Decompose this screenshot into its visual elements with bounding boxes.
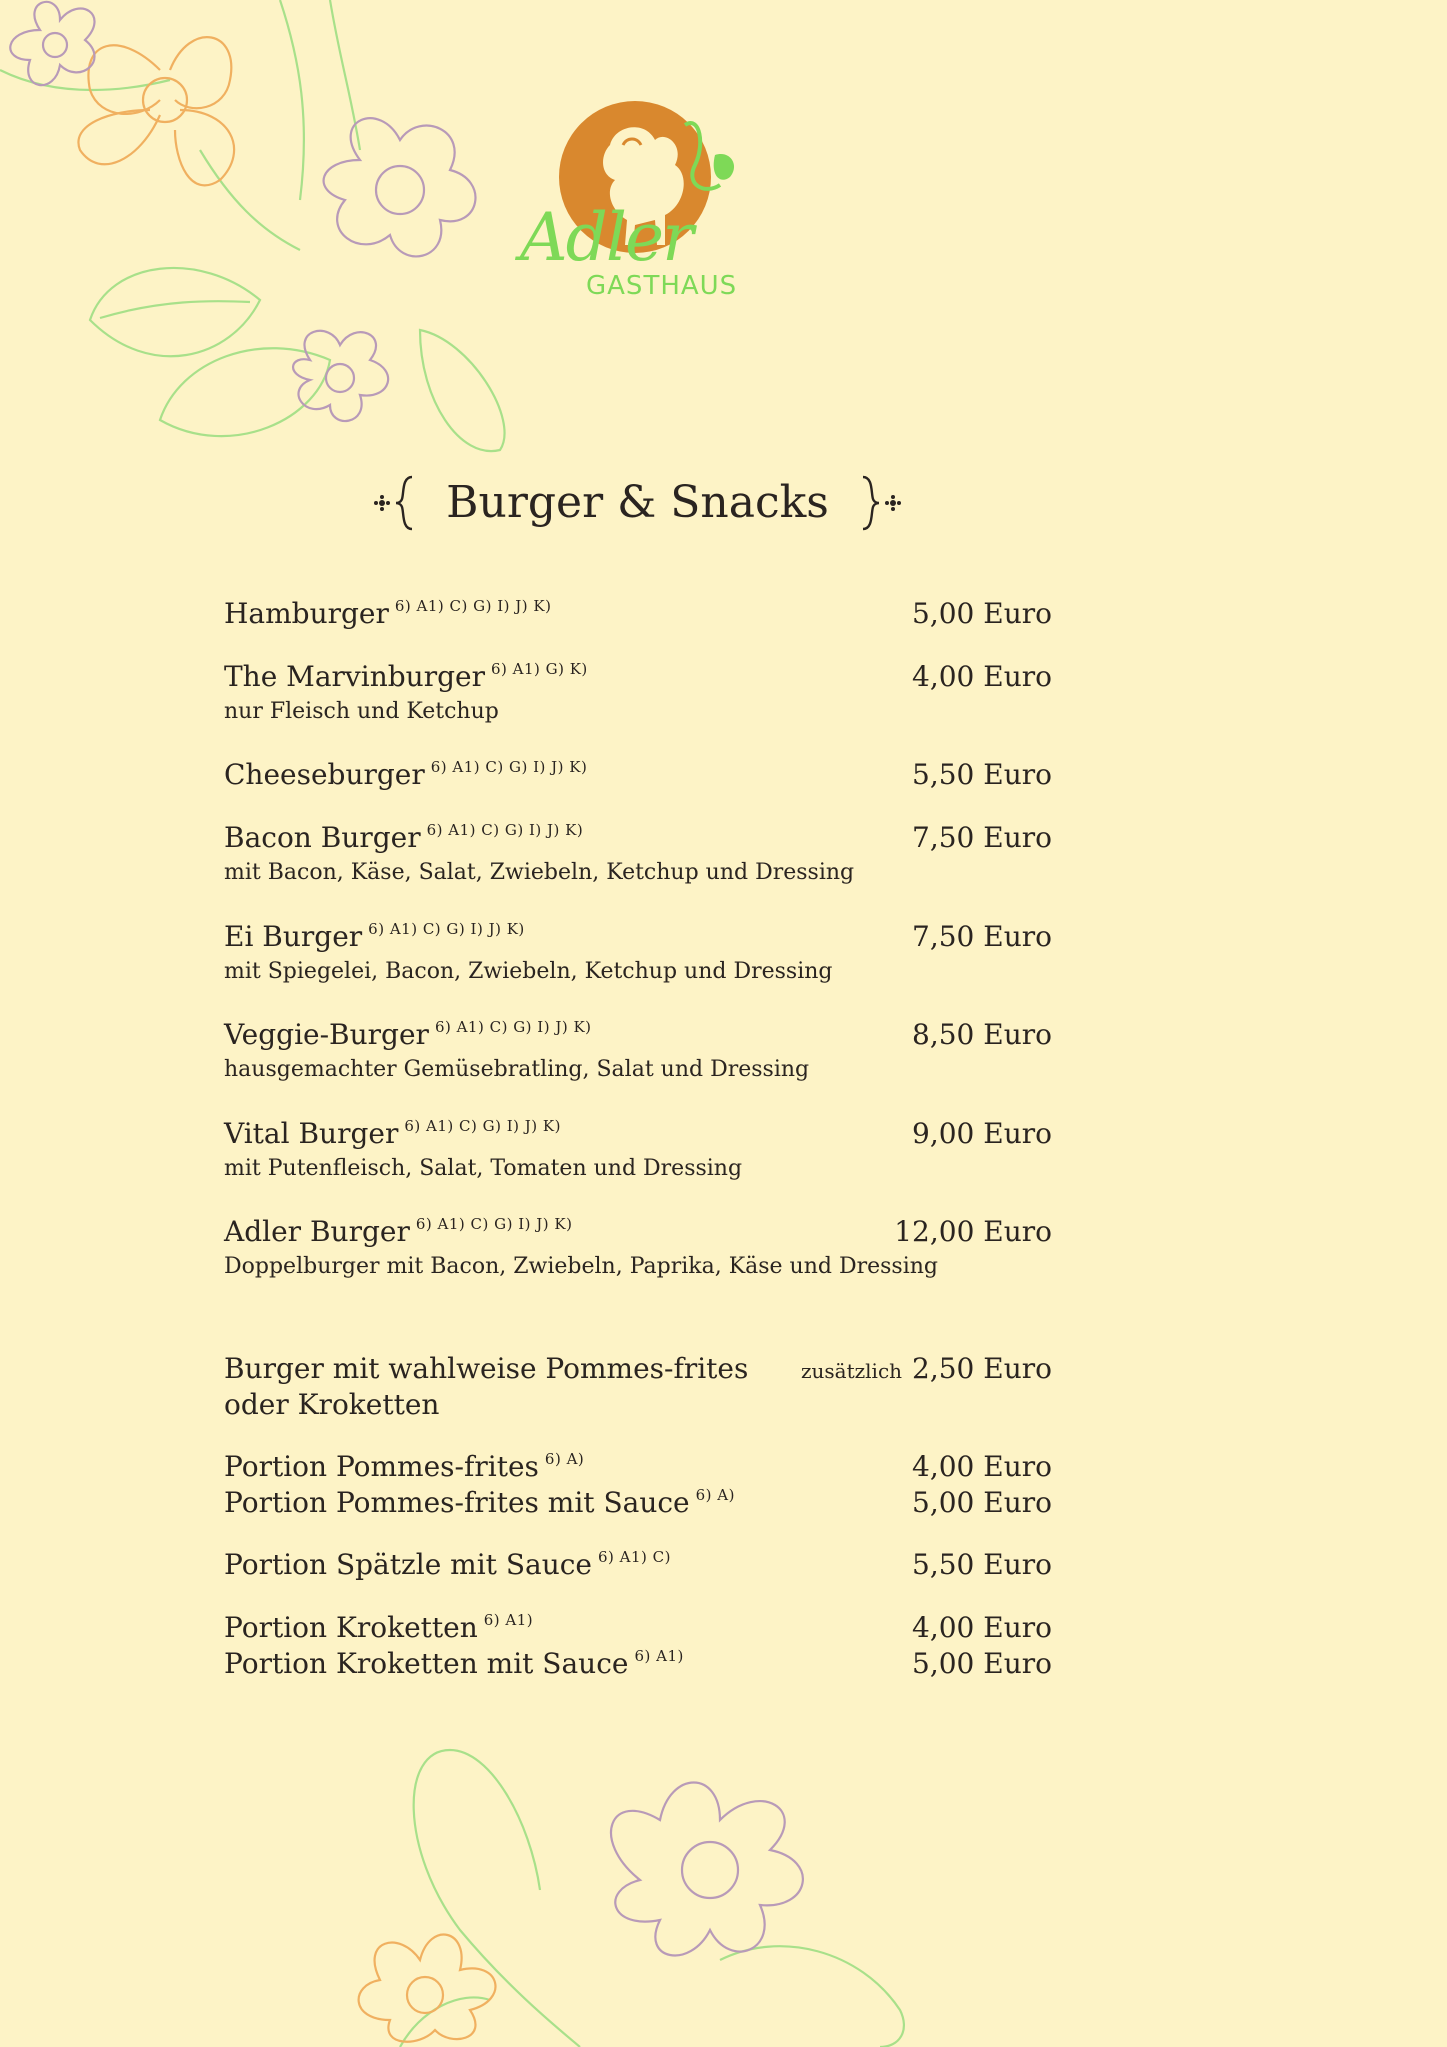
- item-name: Adler Burger: [224, 1215, 410, 1248]
- item-price: 7,50 Euro: [912, 920, 1052, 953]
- item-allergens: 6) A1) C) G) I) J) K): [434, 1018, 592, 1036]
- item-allergens: 6) A): [695, 1486, 735, 1504]
- item-description: nur Fleisch und Ketchup: [224, 699, 499, 724]
- logo-subtitle: GASTHAUS: [586, 271, 738, 301]
- item-price: 5,00 Euro: [912, 1647, 1052, 1680]
- logo-wordmark: Adler: [520, 199, 692, 276]
- item-name: Portion Pommes-frites: [224, 1450, 539, 1483]
- floral-decoration-top: [0, 0, 560, 470]
- item-allergens: 6) A1) C) G) I) J) K): [415, 1215, 573, 1233]
- item-price: 5,00 Euro: [912, 597, 1052, 630]
- item-name: Portion Kroketten: [224, 1611, 478, 1644]
- side-option-line2: oder Kroketten: [224, 1388, 440, 1421]
- menu-item: [224, 820, 1052, 888]
- item-name: Portion Spätzle mit Sauce: [224, 1548, 592, 1581]
- item-name: Vital Burger: [224, 1117, 399, 1150]
- item-price: 5,00 Euro: [912, 1486, 1052, 1519]
- menu-item: [224, 1547, 1052, 1583]
- menu-item: [224, 596, 1052, 632]
- item-allergens: 6) A1) C) G) I) J) K): [430, 758, 588, 776]
- item-price: 12,00 Euro: [894, 1215, 1052, 1248]
- item-price: 4,00 Euro: [912, 1611, 1052, 1644]
- section-heading: [0, 470, 1275, 533]
- item-description: hausgemachter Gemüsebratling, Salat und Dressing: [224, 1057, 810, 1082]
- item-name: Portion Pommes-frites mit Sauce: [224, 1486, 690, 1519]
- menu-item: [224, 1116, 1052, 1184]
- item-name: Bacon Burger: [224, 821, 421, 854]
- side-option: [224, 1351, 1052, 1423]
- item-description: mit Spiegelei, Bacon, Zwiebeln, Ketchup und Dressing: [224, 959, 833, 984]
- floral-decoration-bottom: [340, 1730, 980, 2047]
- menu-item: [224, 659, 1052, 727]
- item-price: 5,50 Euro: [912, 1548, 1052, 1581]
- item-name: Cheeseburger: [224, 758, 425, 791]
- item-allergens: 6) A1) C) G) I) J) K): [404, 1117, 561, 1135]
- ornament-right-icon: [857, 473, 901, 533]
- item-allergens: 6) A1) C) G) I) J) K): [394, 597, 552, 615]
- menu-item: [224, 1017, 1052, 1085]
- side-option-line1: Burger mit wahlweise Pommes-frites: [224, 1352, 749, 1385]
- item-price: 9,00 Euro: [912, 1117, 1052, 1150]
- item-name: Portion Kroketten mit Sauce: [224, 1647, 629, 1680]
- item-allergens: 6) A1): [483, 1611, 534, 1629]
- item-price: 4,00 Euro: [912, 660, 1052, 693]
- menu-item: [224, 1449, 1052, 1521]
- item-name: Veggie-Burger: [224, 1018, 429, 1051]
- item-name: Ei Burger: [224, 920, 363, 953]
- item-price: 7,50 Euro: [912, 821, 1052, 854]
- item-allergens: 6) A1): [634, 1647, 684, 1665]
- item-price: 4,00 Euro: [912, 1450, 1052, 1483]
- side-option-note: zusätzlich: [800, 1359, 903, 1383]
- side-option-price-wrap: [801, 1351, 1052, 1389]
- item-description: Doppelburger mit Bacon, Zwiebeln, Paprika, Käse und Dressing: [224, 1254, 939, 1279]
- item-allergens: 6) A1) G) K): [490, 660, 588, 678]
- item-allergens: 6) A): [544, 1450, 585, 1468]
- item-price: 5,50 Euro: [912, 758, 1052, 791]
- item-description: mit Putenfleisch, Salat, Tomaten und Dressing: [224, 1156, 743, 1181]
- menu-item: [224, 1610, 1052, 1682]
- page-title: Burger & Snacks: [446, 476, 829, 528]
- ornament-left-icon: [374, 473, 418, 533]
- side-option-price: 2,50 Euro: [912, 1352, 1052, 1385]
- menu-item: [224, 919, 1052, 987]
- item-name: The Marvinburger: [224, 660, 485, 693]
- item-allergens: 6) A1) C): [598, 1548, 671, 1566]
- item-allergens: 6) A1) C) G) I) J) K): [368, 920, 525, 938]
- item-name: Hamburger: [224, 597, 389, 630]
- item-description: mit Bacon, Käse, Salat, Zwiebeln, Ketchup und Dressing: [224, 860, 855, 885]
- menu-item: [224, 757, 1052, 793]
- menu-item: [224, 1214, 1052, 1282]
- item-allergens: 6) A1) C) G) I) J) K): [426, 821, 584, 839]
- item-price: 8,50 Euro: [912, 1018, 1052, 1051]
